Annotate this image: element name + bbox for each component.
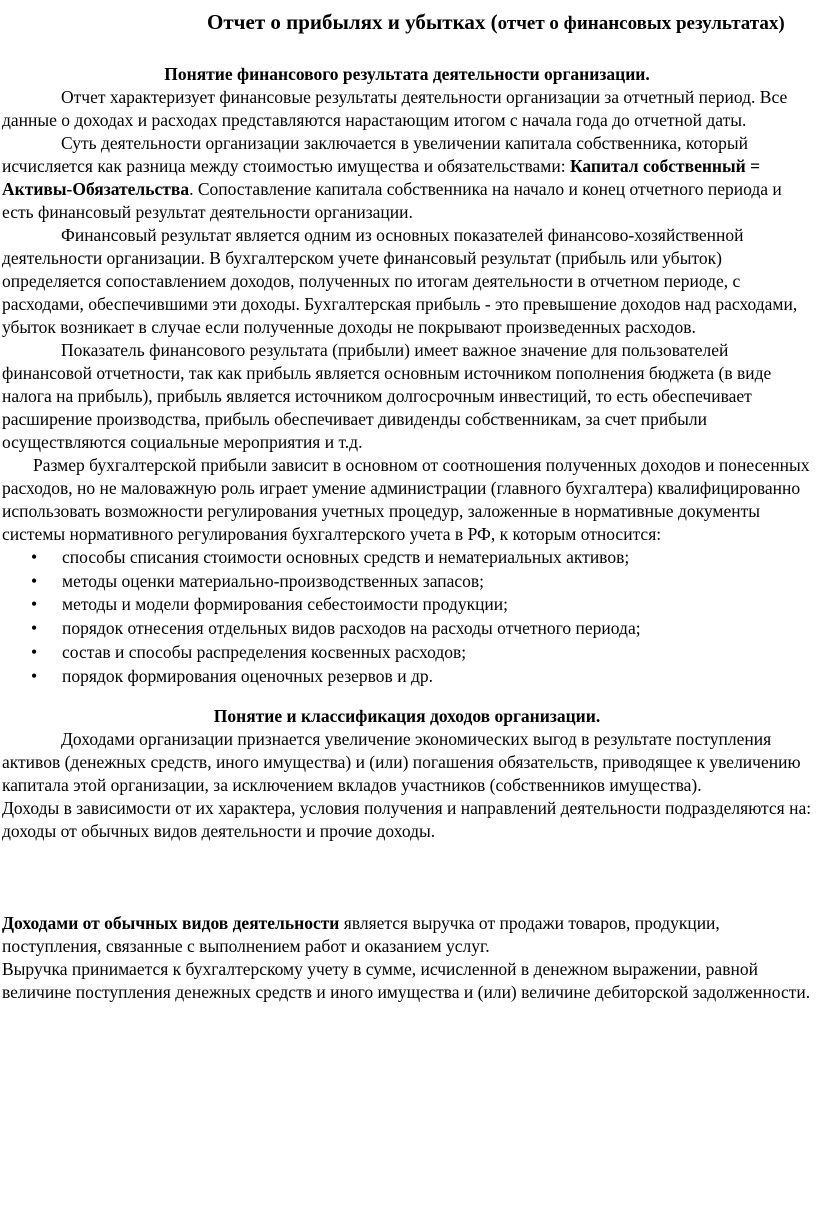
document-title	[2, 0, 812, 40]
list-item-text: состав и способы распределения косвенных расходов;	[62, 641, 467, 662]
paragraph-ordinary-income	[2, 912, 812, 958]
paragraph-financial-result: Финансовый результат является одним из основных показателей финансово-хозяйственной деятельности организации. В бухгалтерском учете финансовый результат (прибыль или убыток) определяется сопоставлением доходов, полученных по итогам деятельности в отчетном периоде, с расходами, обеспечившими эти доходы. Бухгалтерская прибыль - это превышение доходов над расходами, убыток возникает в случае если полученные доходы не покрывают произведенных расходов.	[2, 225, 798, 337]
title-subtitle: отчет о финансовых результатах)	[497, 13, 785, 34]
paragraph-text: является выручка от продажи товаров, продукции, поступления, связанные с выполнением работ и оказанием услуг.	[2, 913, 720, 957]
paragraph-income-definition: Доходами организации признается увеличение экономических выгод в результате поступления активов (денежных средств, иного имущества) и (или) погашения обязательств, приводящее к увеличению капитала этой организации, за исключением вкладов участников (собственников имущества).	[2, 729, 801, 796]
bullet-icon: •	[31, 570, 38, 591]
bullet-icon: •	[31, 594, 38, 615]
paragraph-income-types: Доходы в зависимости от их характера, условия получения и направлений деятельности подразделяются на: доходы от обычных видов деятельности и прочие доходы.	[2, 798, 812, 842]
paragraph-report-description: Отчет характеризует финансовые результаты деятельности организации за отчетный период. Все данные о доходах и расходах представляются нарастающим итогом с начала года до отчетной даты.	[2, 87, 788, 130]
list-item	[2, 617, 812, 641]
paragraph-profit-importance: Показатель финансового результата (прибыли) имеет важное значение для пользователей финансовой отчетности, так как прибыль является основным источником пополнения бюджета (в виде налога на прибыль), прибыль является источником долгосрочным инвестиций, то есть обеспечивает расширение производства, прибыль обеспечивает дивиденды собственникам, за счет прибыли осуществляются социальные мероприятия и т.д.	[2, 340, 772, 452]
list-item-text: порядок отнесения отдельных видов расходов на расходы отчетного периода;	[62, 618, 641, 639]
list-item-text: методы и модели формирования себестоимости продукции;	[62, 594, 509, 615]
list-item	[2, 665, 812, 689]
section-heading-financial-result: Понятие финансового результата деятельности организации.	[164, 64, 650, 84]
term-ordinary-income: Доходами от обычных видов деятельности	[2, 913, 340, 934]
list-item-text: порядок формирования оценочных резервов и др.	[62, 665, 433, 686]
list-item	[2, 570, 812, 594]
section-heading-income-classification: Понятие и классификация доходов организации.	[213, 706, 601, 727]
regulation-list	[2, 546, 812, 688]
paragraph-revenue-recognition: Выручка принимается к бухгалтерскому учету в сумме, исчисленной в денежном выражении, равной величине поступления денежных средств и иного имущества и (или) величине дебиторской задолженности.	[2, 959, 811, 1003]
paragraph-profit-size: Размер бухгалтерской прибыли зависит в основном от соотношения полученных доходов и понесенных расходов, но не маловажную роль играет умение администрации (главного бухгалтера) квалифицированно использовать возможности регулирования учетных процедур, заложенные в нормативные документы системы нормативного регулирования бухгалтерского учета в РФ, к которым относится:	[2, 455, 810, 544]
bullet-icon: •	[31, 618, 38, 639]
title-main: Отчет о прибылях и убытках (	[207, 10, 498, 34]
paragraph-text: . Сопоставление капитала собственника на начало и конец отчетного периода и есть финансовый результат деятельности организации.	[2, 179, 782, 222]
bullet-icon: •	[31, 641, 38, 662]
list-item	[2, 641, 812, 665]
list-item	[2, 546, 812, 570]
list-item-text: способы списания стоимости основных средств и нематериальных активов;	[62, 547, 630, 567]
paragraph-text: Суть деятельности организации заключается в увеличении капитала собственника, который исчисляется как разница между стоимостью имущества и обязательствами:	[2, 133, 748, 176]
capital-formula: Капитал собственный = Активы-Обязательства	[2, 156, 761, 199]
bullet-icon: •	[31, 547, 38, 567]
blank-space	[2, 843, 812, 912]
bullet-icon: •	[31, 665, 38, 686]
list-item-text: методы оценки материально-производственных запасов;	[62, 570, 485, 591]
paragraph-capital-definition	[2, 132, 812, 224]
list-item	[2, 593, 812, 617]
